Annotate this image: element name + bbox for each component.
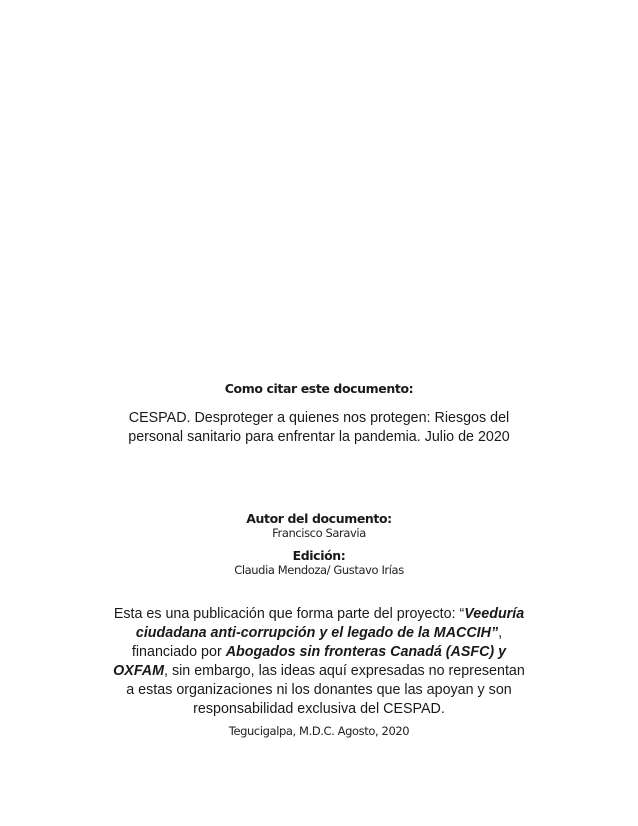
place-date: Tegucigalpa, M.D.C. Agosto, 2020	[228, 724, 410, 738]
project-name: Veeduría ciudadana anti-corrupción y el legado de la MACCIH”	[135, 606, 525, 641]
edition-heading: Edición:	[292, 548, 346, 563]
author-heading: Autor del documento:	[246, 511, 392, 526]
author-name: Francisco Saravia	[272, 526, 366, 540]
citation-heading: Como citar este documento:	[224, 381, 414, 396]
publication-note-part3: , sin embargo, las ideas aquí expresadas no representan a estas organizaciones ni los donantes que las apoyan y son responsabilidad exclusiva del CESPAD.	[126, 663, 525, 717]
citation-text: CESPAD. Desproteger a quienes nos protegen: Riesgos del personal sanitario para enfrentar la pandemia. Julio de 2020	[128, 410, 510, 445]
funders-name: Abogados sin fronteras Canadá (ASFC) y OXFAM	[113, 644, 507, 679]
publication-note-part2: , financiado por	[131, 625, 503, 660]
publication-note-part1: Esta es una publicación que forma parte del proyecto: “	[113, 606, 465, 622]
edition-names: Claudia Mendoza/ Gustavo Irías	[234, 563, 404, 577]
publication-note	[110, 605, 528, 719]
